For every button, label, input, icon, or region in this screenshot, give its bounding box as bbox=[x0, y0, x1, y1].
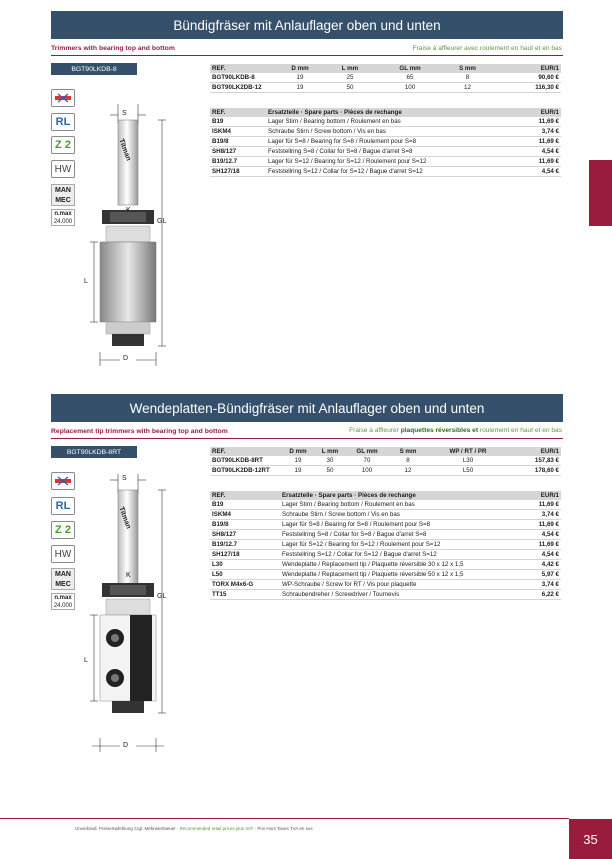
cell-wp: L30 bbox=[428, 456, 508, 466]
col-ref: REF. bbox=[210, 491, 280, 500]
cell-desc: Lager für S=12 / Bearing for S=12 / Roulement pour S=12 bbox=[280, 540, 511, 550]
cell-ref: B19/12.7 bbox=[210, 157, 266, 167]
table-row bbox=[210, 167, 561, 177]
table-row bbox=[210, 580, 561, 590]
z-teeth-icon: Z 2 bbox=[51, 136, 75, 154]
col-eur: EUR/1 bbox=[511, 108, 561, 117]
cell-s: 12 bbox=[388, 466, 428, 476]
cell-price: 157,83 € bbox=[508, 456, 561, 466]
dim-s-label: S bbox=[122, 475, 127, 482]
chapter-tab bbox=[589, 160, 612, 226]
hw-icon: HW bbox=[51, 545, 75, 563]
cell-s: 8 bbox=[440, 73, 495, 83]
table-row bbox=[210, 127, 561, 137]
table-row bbox=[210, 540, 561, 550]
cell-price: 3,74 € bbox=[511, 510, 561, 520]
cell-ref: ISKM4 bbox=[210, 127, 266, 137]
cell-price: 3,74 € bbox=[511, 580, 561, 590]
nmax-badge bbox=[51, 209, 75, 226]
col-wp: WP / RT / PR bbox=[428, 447, 508, 456]
table-header-row bbox=[210, 64, 561, 73]
nmax-badge bbox=[51, 593, 75, 610]
cell-desc: Schraube Stirn / Screw bottom / Vis en bas bbox=[280, 510, 511, 520]
brand-mark: Titman bbox=[117, 138, 132, 162]
cell-ref: ISKM4 bbox=[210, 510, 280, 520]
cell-ref: TT15 bbox=[210, 590, 280, 600]
footer-text-de: Unverbindl. Preisempfehlung zzgl. Mehrwertsteuer · bbox=[75, 826, 180, 831]
cell-l: 50 bbox=[320, 83, 380, 93]
cell-ref: SH127/18 bbox=[210, 167, 266, 177]
col-eur: EUR/1 bbox=[495, 64, 561, 73]
section2-divider bbox=[51, 438, 563, 439]
z-teeth-icon: Z 2 bbox=[51, 521, 75, 539]
nmax-label: n.max bbox=[54, 211, 72, 217]
mec-label: MEC bbox=[55, 197, 71, 204]
cell-ref: B19 bbox=[210, 117, 266, 127]
cell-desc: Wendeplatte / Replacement tip / Plaquette réversible 30 x 12 x 1,5 bbox=[280, 560, 511, 570]
dim-gl-label: GL bbox=[157, 218, 167, 225]
footer-text bbox=[75, 826, 313, 831]
footer-divider bbox=[0, 818, 569, 819]
rotation-icon bbox=[51, 472, 75, 490]
section1-parts-table bbox=[210, 108, 561, 177]
cell-s: 12 bbox=[440, 83, 495, 93]
table-row bbox=[210, 510, 561, 520]
cell-gl: 100 bbox=[380, 83, 440, 93]
col-gl: GL mm bbox=[346, 447, 388, 456]
section2-subtitle-en: Replacement tip trimmers with bearing top and bottom bbox=[51, 428, 228, 435]
table-row bbox=[210, 83, 561, 93]
man-mec-icon bbox=[51, 184, 75, 206]
cell-desc: Feststellring S=12 / Collar for S=12 / Bague d'arret S=12 bbox=[280, 550, 511, 560]
cell-gl: 65 bbox=[380, 73, 440, 83]
cell-d: 19 bbox=[282, 456, 314, 466]
cell-l: 30 bbox=[314, 456, 346, 466]
cell-ref: B19/8 bbox=[210, 137, 266, 147]
col-ref: REF. bbox=[210, 64, 280, 73]
cell-ref: SH8/127 bbox=[210, 530, 280, 540]
page-number: 35 bbox=[569, 819, 612, 859]
dim-d-label: D bbox=[123, 742, 129, 749]
cell-price: 4,54 € bbox=[511, 530, 561, 540]
table-row bbox=[210, 550, 561, 560]
footer-text-en: Recommended retail prices plus VAT bbox=[179, 826, 254, 831]
cell-desc: Feststellring S=8 / Collar for S=8 / Bague d'arret S=8 bbox=[266, 147, 511, 157]
cell-price: 11,69 € bbox=[511, 540, 561, 550]
table-row bbox=[210, 73, 561, 83]
cell-price: 11,69 € bbox=[511, 137, 561, 147]
cell-ref: B19/8 bbox=[210, 520, 280, 530]
col-d: D mm bbox=[280, 64, 320, 73]
table-row bbox=[210, 590, 561, 600]
col-ref: REF. bbox=[210, 108, 266, 117]
man-mec-icon bbox=[51, 568, 75, 590]
dim-d-label: D bbox=[123, 355, 129, 362]
dim-l-label: L bbox=[84, 278, 88, 285]
cell-ref: TORX M4x6-G bbox=[210, 580, 280, 590]
rotation-icon bbox=[51, 89, 75, 107]
rl-icon: RL bbox=[51, 113, 75, 131]
col-spare-parts: Ersatzteile · Spare parts · Pièces de rechange bbox=[280, 491, 511, 500]
dim-l-label: L bbox=[84, 657, 88, 664]
section1-main-table bbox=[210, 64, 561, 93]
cell-price: 4,54 € bbox=[511, 167, 561, 177]
cell-price: 4,54 € bbox=[511, 550, 561, 560]
table-row bbox=[210, 466, 561, 476]
cell-price: 90,60 € bbox=[495, 73, 561, 83]
cell-ref: B19/12.7 bbox=[210, 540, 280, 550]
cell-price: 4,42 € bbox=[511, 560, 561, 570]
man-label: MAN bbox=[55, 187, 71, 194]
cell-desc: Feststellring S=8 / Collar for S=8 / Bague d'arret S=8 bbox=[280, 530, 511, 540]
cell-price: 116,30 € bbox=[495, 83, 561, 93]
col-s: S mm bbox=[440, 64, 495, 73]
section1-divider bbox=[51, 55, 563, 56]
cell-desc: Lager für S=12 / Bearing for S=12 / Roulement pour S=12 bbox=[266, 157, 511, 167]
cell-ref: B19 bbox=[210, 500, 280, 510]
cell-d: 19 bbox=[280, 83, 320, 93]
hw-icon: HW bbox=[51, 160, 75, 178]
table-row bbox=[210, 520, 561, 530]
rl-icon: RL bbox=[51, 497, 75, 515]
table-row bbox=[210, 570, 561, 580]
section1-subtitle-en: Trimmers with bearing top and bottom bbox=[51, 45, 175, 52]
section1-product-tag: BGT90LKDB-8 bbox=[51, 63, 137, 75]
col-l: L mm bbox=[320, 64, 380, 73]
subtitle-fr-part-a: Fraise à affleurer bbox=[349, 427, 399, 434]
table-row bbox=[210, 500, 561, 510]
table-header-row bbox=[210, 491, 561, 500]
footer-text-fr: · Prix Hors Taxes TVA en sus bbox=[253, 826, 313, 831]
cell-ref: BGT90LK2DB-12RT bbox=[210, 466, 282, 476]
cell-l: 50 bbox=[314, 466, 346, 476]
mec-label: MEC bbox=[55, 581, 71, 588]
cell-price: 11,69 € bbox=[511, 500, 561, 510]
nmax-value: 24.000 bbox=[53, 603, 73, 609]
table-row bbox=[210, 137, 561, 147]
section2-product-tag: BGT90LKDB-8RT bbox=[51, 446, 137, 458]
cell-gl: 70 bbox=[346, 456, 388, 466]
dim-s-label: S bbox=[122, 110, 127, 117]
col-gl: GL mm bbox=[380, 64, 440, 73]
table-row bbox=[210, 560, 561, 570]
cell-ref: BGT90LK2DB-12 bbox=[210, 83, 280, 93]
cell-ref: SH127/18 bbox=[210, 550, 280, 560]
cell-desc: Lager für S=8 / Bearing for S=8 / Roulement pour S=8 bbox=[280, 520, 511, 530]
table-row bbox=[210, 117, 561, 127]
col-d: D mm bbox=[282, 447, 314, 456]
col-ref: REF. bbox=[210, 447, 282, 456]
table-row bbox=[210, 456, 561, 466]
cell-d: 19 bbox=[282, 466, 314, 476]
cell-desc: Wendeplatte / Replacement tip / Plaquette réversible 50 x 12 x 1,5 bbox=[280, 570, 511, 580]
cell-ref: L50 bbox=[210, 570, 280, 580]
section2-main-table bbox=[210, 447, 561, 476]
cell-wp: L50 bbox=[428, 466, 508, 476]
cell-price: 11,69 € bbox=[511, 117, 561, 127]
cell-desc: Schraubendreher / Screwdriver / Tournevis bbox=[280, 590, 511, 600]
cell-gl: 100 bbox=[346, 466, 388, 476]
cell-l: 25 bbox=[320, 73, 380, 83]
cell-desc: Lager für S=8 / Bearing for S=8 / Roulement pour S=8 bbox=[266, 137, 511, 147]
col-eur: EUR/1 bbox=[508, 447, 561, 456]
cell-desc: Lager Stirn / Bearing bottom / Roulement en bas bbox=[266, 117, 511, 127]
svg-text:K: K bbox=[126, 572, 131, 579]
col-l: L mm bbox=[314, 447, 346, 456]
cell-s: 8 bbox=[388, 456, 428, 466]
cutter-drawing-1 bbox=[82, 100, 192, 370]
cell-ref: BGT90LKDB-8 bbox=[210, 73, 280, 83]
brand-mark: Titman bbox=[117, 506, 132, 530]
cell-d: 19 bbox=[280, 73, 320, 83]
cell-price: 178,60 € bbox=[508, 466, 561, 476]
cell-price: 11,69 € bbox=[511, 157, 561, 167]
table-row bbox=[210, 147, 561, 157]
subtitle-fr-part-c: roulement en haut et en bas bbox=[479, 427, 562, 434]
cell-desc: Lager Stirn / Bearing bottom / Roulement en bas bbox=[280, 500, 511, 510]
cell-price: 6,22 € bbox=[511, 590, 561, 600]
section2-title: Wendeplatten-Bündigfräser mit Anlauflager oben und unten bbox=[51, 394, 563, 422]
col-eur: EUR/1 bbox=[511, 491, 561, 500]
subtitle-fr-part-b: plaquettes réversibles et bbox=[400, 427, 479, 434]
man-label: MAN bbox=[55, 571, 71, 578]
cell-price: 5,97 € bbox=[511, 570, 561, 580]
section1-title: Bündigfräser mit Anlauflager oben und unten bbox=[51, 11, 563, 39]
cell-price: 11,69 € bbox=[511, 520, 561, 530]
cell-ref: SH8/127 bbox=[210, 147, 266, 157]
section2-parts-table bbox=[210, 491, 561, 600]
cutter-drawing-2 bbox=[82, 470, 192, 760]
nmax-value: 24.000 bbox=[53, 219, 73, 225]
cell-ref: BGT90LKDB-8RT bbox=[210, 456, 282, 466]
cell-desc: Feststellring S=12 / Collar for S=12 / Bague d'arret S=12 bbox=[266, 167, 511, 177]
cell-desc: Schraube Stirn / Screw bottom / Vis en bas bbox=[266, 127, 511, 137]
section2-subtitle-fr bbox=[349, 427, 562, 434]
section1-subtitle-fr: Fraise à affleurer avec roulement en haut et en bas bbox=[412, 45, 562, 52]
table-header-row bbox=[210, 447, 561, 456]
col-s: S mm bbox=[388, 447, 428, 456]
table-row bbox=[210, 157, 561, 167]
cell-desc: WP-Schraube / Screw for RT / Vis pour plaquette bbox=[280, 580, 511, 590]
table-header-row bbox=[210, 108, 561, 117]
col-spare-parts: Ersatzteile · Spare parts · Pièces de rechange bbox=[266, 108, 511, 117]
cell-ref: L30 bbox=[210, 560, 280, 570]
cell-price: 3,74 € bbox=[511, 127, 561, 137]
cell-price: 4,54 € bbox=[511, 147, 561, 157]
table-row bbox=[210, 530, 561, 540]
dim-gl-label: GL bbox=[157, 593, 167, 600]
nmax-label: n.max bbox=[54, 595, 72, 601]
